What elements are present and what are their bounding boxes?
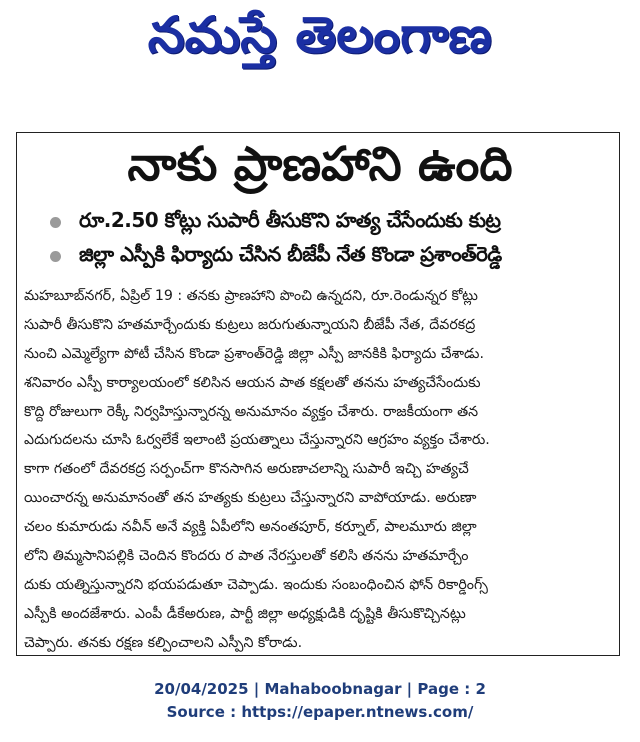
body-line: ఎస్పీకి అందజేశారు. ఎంపీ డీకేఅరుణ, పార్టీ జిల్లా అధ్యక్షుడికి దృష్టికి తీసుకొచ్చినట్లు [24, 605, 466, 622]
newspaper-logo: నమస్తే తెలంగాణ [148, 5, 492, 64]
body-line: కొద్ది రోజులుగా రెక్కీ నిర్వహిస్తున్నారన్న అనుమానం వ్యక్తం చేశారు. రాజకీయంగా తన [24, 403, 479, 420]
bullet-item [50, 239, 615, 273]
body-line: శనివారం ఎస్పీ కార్యాలయంలో కలిసిన ఆయన పాత కక్షలతో తనను హత్యచేసేందుకు [24, 374, 481, 391]
body-line: దుకు యత్నిస్తున్నారని భయపడుతూ చెప్పాడు. ఇందుకు సంబంధించిన ఫోన్ రికార్డింగ్స్ [24, 576, 488, 593]
edition-info: 20/04/2025 | Mahaboobnagar | Page : 2 [154, 680, 486, 698]
bullet-icon [50, 251, 61, 262]
body-line: యించారన్న అనుమానంతో తన హత్యకు కుట్రలు చేస్తున్నారని వాపోయాడు. అరుణా [24, 490, 477, 507]
body-line: మహబూబ్‌నగర్, ఏప్రిల్ 19 : తనకు ప్రాణహాని పొంచి ఉన్నదని, రూ.రెండున్నర కోట్లు [24, 288, 478, 304]
body-line: నుంచి ఎమ్మెల్యేగా పోటీ చేసిన కొండా ప్రశాంత్‌రెడ్డి జిల్లా ఎస్పీ జానకికి ఫిర్యాదు చేశాడు. [24, 345, 484, 362]
bullet-list [50, 205, 615, 273]
body-line: చలం కుమారుడు నవీన్ అనే వ్యక్తి ఏపీలోని అనంతపూర్, కర్నూల్, పాలమూరు జిల్లా [24, 519, 477, 536]
bullet-item [50, 205, 615, 239]
footer [0, 678, 640, 724]
article-headline: నాకు ప్రాణహాని ఉంది [127, 137, 513, 192]
masthead [0, 0, 640, 82]
bullet-text: రూ.2.50 కోట్లు సుపారీ తీసుకొని హత్య చేసేందుకు కుట్ర [79, 207, 501, 232]
article-body [24, 282, 616, 658]
body-line: చెప్పారు. తనకు రక్షణ కల్పించాలని ఎస్పీని కోరాడు. [24, 634, 303, 651]
body-line: లోని తిమ్మసానిపల్లికి చెందిన కొందరు ర పాత నేరస్తులతో కలిసి తనను హతమార్చేం [24, 548, 469, 565]
body-line: సుపారీ తీసుకొని హతమార్చేందుకు కుట్రలు జరుగుతున్నాయని బీజేపీ నేత, దేవరకద్ర [24, 316, 476, 333]
bullet-icon [50, 217, 61, 228]
bullet-text: జిల్లా ఎస్పీకి ఫిర్యాదు చేసిన బీజేపీ నేత కొండా ప్రశాంత్‌రెడ్డి [79, 241, 502, 266]
body-line: కాగా గతంలో దేవరకద్ర సర్పంచ్‌గా కొనసాగిన అరుణాచలాన్ని సుపారీ ఇచ్చి హత్యచే [24, 461, 469, 478]
body-line: ఎదుగుదలను చూసి ఓర్వలేకే ఇలాంటి ప్రయత్నాలు చేస్తున్నారని ఆగ్రహం వ్యక్తం చేశారు. [24, 432, 490, 449]
source-link[interactable]: Source : https://epaper.ntnews.com/ [166, 703, 474, 721]
